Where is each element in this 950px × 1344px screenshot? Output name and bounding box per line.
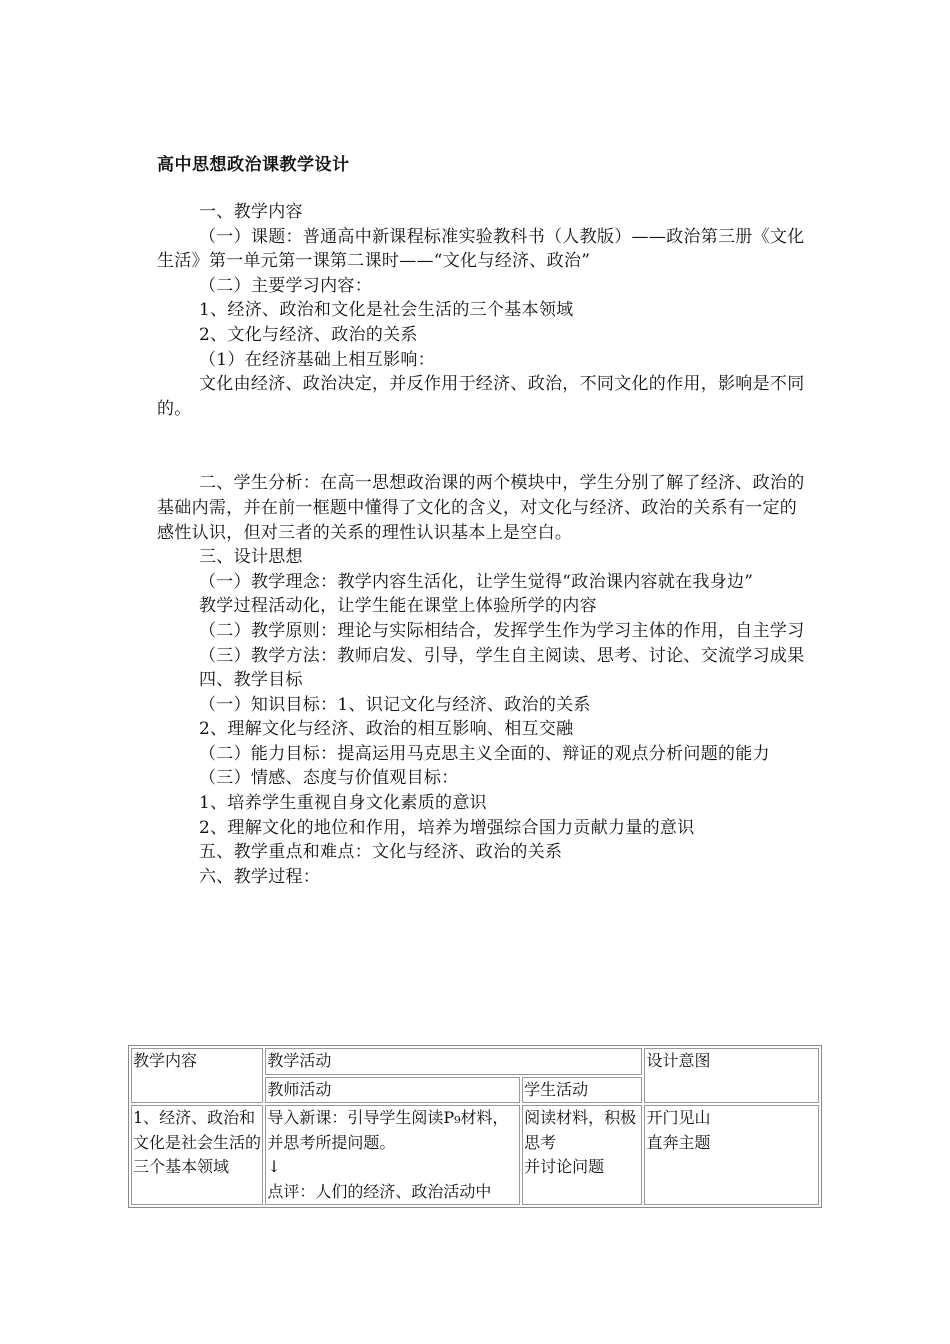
teacher-line: 导入新课：引导学生阅读P₉材料，并思考所提问题。 — [267, 1108, 509, 1152]
body-paragraph: （1）在经济基础上相互影响： — [199, 349, 436, 370]
body-paragraph: 教学过程活动化，让学生能在课堂上体验所学的内容 — [199, 596, 597, 617]
body-paragraph: 1、经济、政治和文化是社会生活的三个基本领域 — [199, 300, 574, 321]
body-paragraph: 1、培养学生重视自身文化素质的意识 — [199, 793, 487, 814]
table-row — [131, 1105, 819, 1205]
arrow-down-icon: ↓ — [267, 1157, 281, 1176]
body-paragraph: 五、教学重点和难点：文化与经济、政治的关系 — [199, 842, 563, 863]
body-paragraph: （一）教学理念：教学内容生活化，让学生觉得“政治课内容就在我身边” — [199, 571, 754, 592]
body-paragraph: （二）主要学习内容： — [199, 275, 372, 296]
intent-line: 直奔主题 — [646, 1132, 711, 1152]
document-title: 高中思想政治课教学设计 — [157, 155, 350, 175]
header-student: 学生活动 — [522, 1077, 642, 1104]
body-paragraph: 2、理解文化的地位和作用，培养为增强综合国力贡献力量的意识 — [199, 817, 695, 838]
student-line: 并讨论问题 — [524, 1157, 605, 1176]
header-teacher: 教师活动 — [265, 1077, 520, 1104]
body-paragraph: （二）能力目标：提高运用马克思主义全面的、辩证的观点分析问题的能力 — [199, 743, 770, 764]
body-paragraph: （三）教学方法：教师启发、引导，学生自主阅读、思考、讨论、交流学习成果 — [199, 645, 805, 666]
body-paragraph: 六、教学过程： — [199, 866, 321, 887]
table-header-row — [131, 1048, 819, 1075]
cell-intent — [644, 1105, 819, 1205]
cell-content: 1、经济、政治和文化是社会生活的三个基本领域 — [131, 1105, 263, 1205]
header-intent: 设计意图 — [644, 1048, 819, 1103]
body-paragraph: （二）教学原则：理论与实际相结合，发挥学生作为学习主体的作用，自主学习 — [199, 620, 805, 641]
body-paragraph: 2、理解文化与经济、政治的相互影响、相互交融 — [199, 719, 574, 740]
body-paragraph: （三）情感、态度与价值观目标： — [199, 768, 459, 789]
paragraph-gap — [157, 421, 813, 471]
body-paragraph: （一）知识目标：1、识记文化与经济、政治的关系 — [199, 694, 591, 715]
body-paragraph: 四、教学目标 — [199, 670, 303, 691]
cell-teacher — [265, 1105, 520, 1205]
cell-student — [522, 1105, 642, 1205]
teacher-line: 点评：人们的经济、政治活动中 — [267, 1181, 492, 1201]
header-content: 教学内容 — [131, 1048, 263, 1103]
body-paragraph: 二、学生分析：在高一思想政治课的两个模块中，学生分别了解了经济、政治的基础内需，并在前一框题中懂得了文化的含义，对文化与经济、政治的关系有一定的感性认识，但对三者的关系的理性认识基本上是空白。 — [157, 473, 805, 543]
intent-line: 开门见山 — [646, 1108, 711, 1127]
body-paragraph: 文化由经济、政治决定，并反作用于经济、政治，不同文化的作用，影响是不同的。 — [157, 374, 805, 419]
header-activity: 教学活动 — [265, 1048, 642, 1075]
body-paragraph: 三、设计思想 — [199, 547, 303, 568]
body-paragraph: （一）课题：普通高中新课程标准实验教科书（人教版）——政治第三册《文化生活》第一单元第一课第二课时——“文化与经济、政治” — [157, 226, 805, 272]
student-line: 阅读材料，积极思考 — [524, 1108, 637, 1152]
body-paragraph: 一、教学内容 — [199, 202, 303, 222]
lesson-process-table — [128, 1045, 822, 1208]
document-body — [157, 200, 813, 889]
body-paragraph: 2、文化与经济、政治的关系 — [199, 324, 418, 345]
